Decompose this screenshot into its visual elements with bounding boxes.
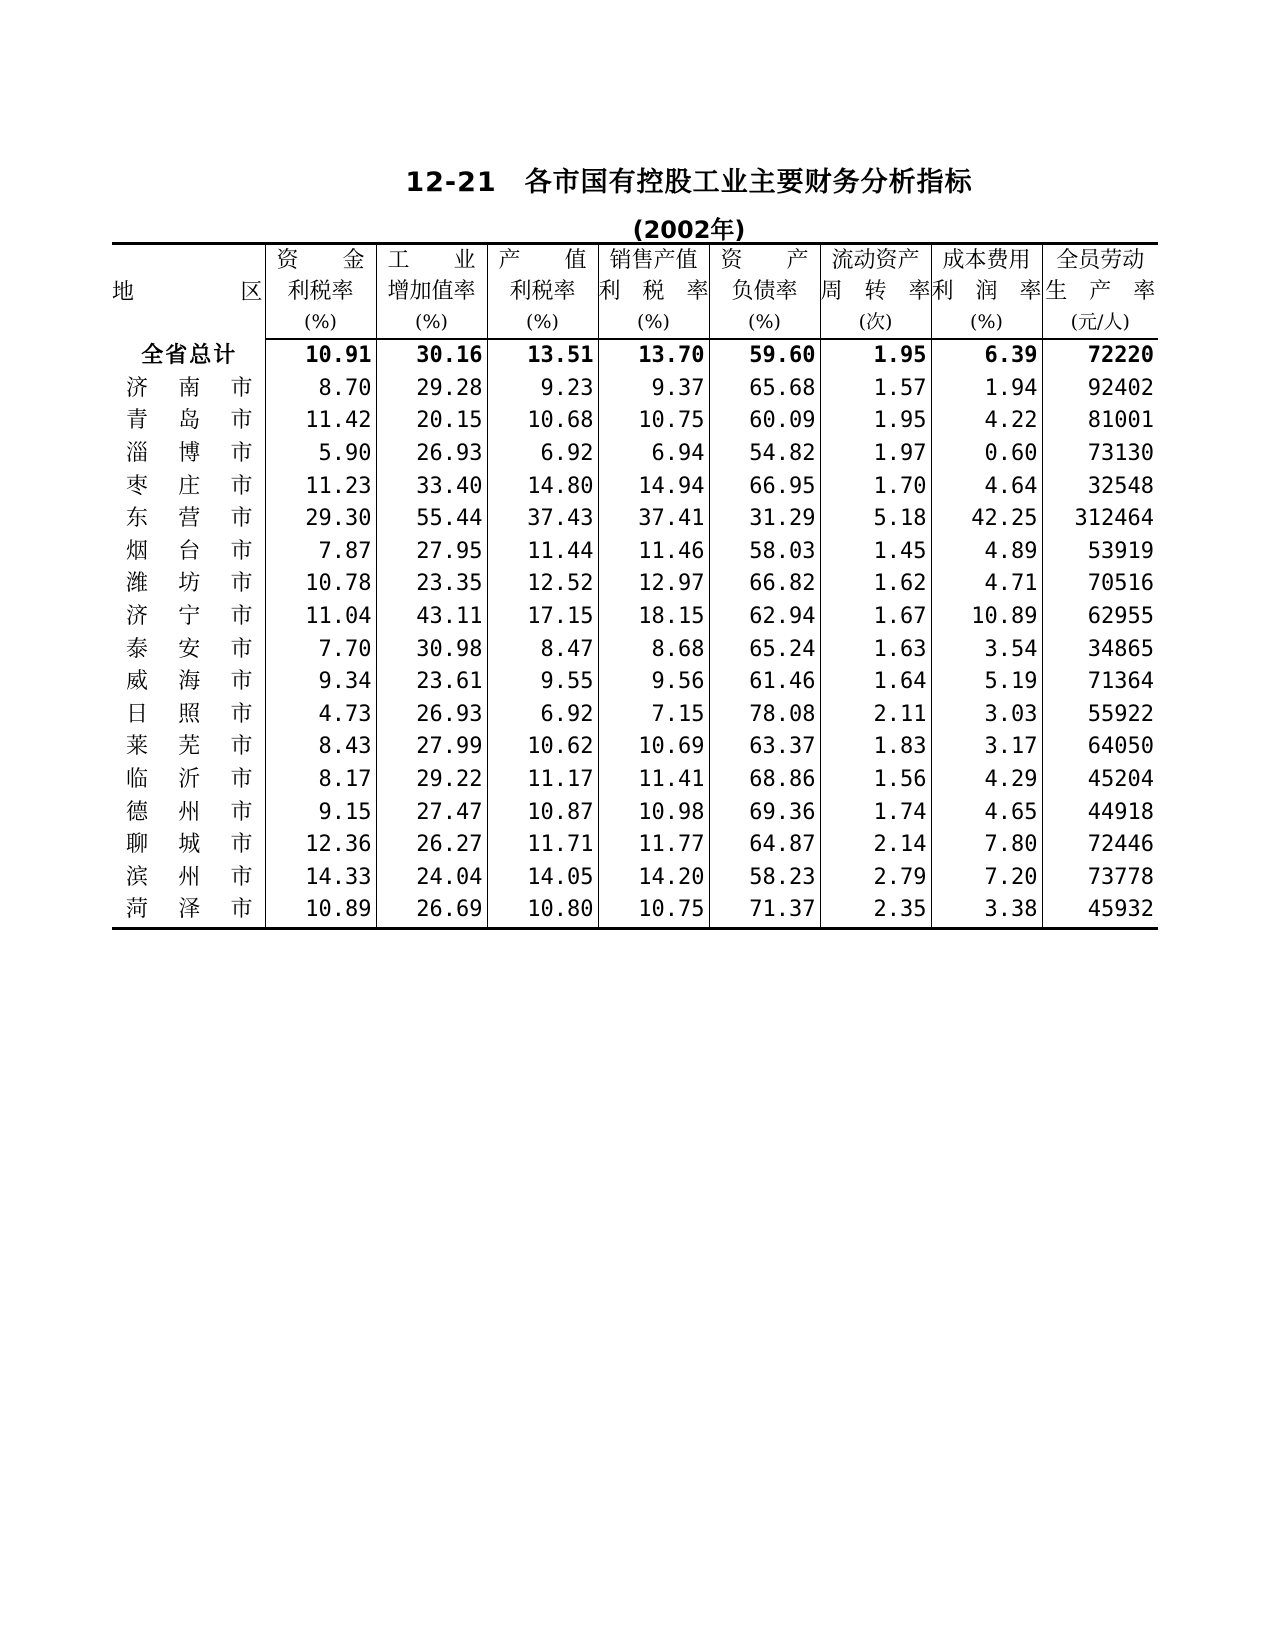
- value-cell: 32548: [1042, 470, 1158, 503]
- value-cell: 9.56: [598, 666, 709, 699]
- value-cell: 65.24: [709, 633, 820, 666]
- value-cell: 11.46: [598, 536, 709, 569]
- value-cell: 2.79: [820, 862, 931, 895]
- region-name-cell: [112, 633, 265, 666]
- table-row: [112, 536, 1158, 569]
- value-cell: 10.78: [265, 568, 376, 601]
- value-cell: 58.03: [709, 536, 820, 569]
- value-cell: 27.99: [376, 731, 487, 764]
- table-row: [112, 373, 1158, 406]
- region-name: 青 岛 市: [126, 408, 253, 434]
- column-header-line2: 利 税 率: [598, 276, 709, 307]
- value-cell: 12.36: [265, 829, 376, 862]
- region-name: 全省总计: [141, 342, 238, 368]
- column-header-line1: 资 金: [265, 244, 376, 277]
- value-cell: 43.11: [376, 601, 487, 634]
- value-cell: 30.98: [376, 633, 487, 666]
- value-cell: 4.65: [931, 796, 1042, 829]
- table-row: [112, 503, 1158, 536]
- table-row: [112, 862, 1158, 895]
- region-name-cell: [112, 438, 265, 471]
- table-row: [112, 568, 1158, 601]
- value-cell: 81001: [1042, 405, 1158, 438]
- value-cell: 92402: [1042, 373, 1158, 406]
- region-name: 威 海 市: [126, 669, 253, 695]
- region-name: 济 南 市: [126, 375, 253, 401]
- value-cell: 0.60: [931, 438, 1042, 471]
- region-name: 济 宁 市: [126, 604, 253, 630]
- region-name-cell: [112, 731, 265, 764]
- column-header-unit: (%): [265, 307, 376, 339]
- value-cell: 8.47: [487, 633, 598, 666]
- value-cell: 64050: [1042, 731, 1158, 764]
- value-cell: 10.69: [598, 731, 709, 764]
- column-header-line2: 生 产 率: [1042, 276, 1158, 307]
- value-cell: 7.70: [265, 633, 376, 666]
- table-title: 12-21 各市国有控股工业主要财务分析指标: [405, 167, 973, 198]
- financial-indicators-table: [112, 242, 1158, 930]
- value-cell: 1.57: [820, 373, 931, 406]
- value-cell: 73778: [1042, 862, 1158, 895]
- value-cell: 54.82: [709, 438, 820, 471]
- region-name: 枣 庄 市: [126, 473, 253, 499]
- value-cell: 65.68: [709, 373, 820, 406]
- value-cell: 37.41: [598, 503, 709, 536]
- value-cell: 30.16: [376, 339, 487, 373]
- value-cell: 7.15: [598, 699, 709, 732]
- column-header-line1: 工 业: [376, 244, 487, 277]
- value-cell: 10.68: [487, 405, 598, 438]
- value-cell: 5.18: [820, 503, 931, 536]
- table-row: [112, 470, 1158, 503]
- column-header-unit: (%): [598, 307, 709, 339]
- value-cell: 17.15: [487, 601, 598, 634]
- value-cell: 29.30: [265, 503, 376, 536]
- value-cell: 18.15: [598, 601, 709, 634]
- value-cell: 4.22: [931, 405, 1042, 438]
- value-cell: 2.35: [820, 894, 931, 928]
- region-name: 聊 城 市: [126, 832, 253, 858]
- value-cell: 4.89: [931, 536, 1042, 569]
- column-header-line1: 销售产值: [598, 244, 709, 277]
- table-row: [112, 699, 1158, 732]
- column-header-line1: 产 值: [487, 244, 598, 277]
- value-cell: 1.45: [820, 536, 931, 569]
- region-name-cell: [112, 536, 265, 569]
- value-cell: 5.19: [931, 666, 1042, 699]
- region-name-cell: [112, 829, 265, 862]
- value-cell: 62955: [1042, 601, 1158, 634]
- value-cell: 26.93: [376, 438, 487, 471]
- value-cell: 11.42: [265, 405, 376, 438]
- region-name: 东 营 市: [126, 506, 253, 532]
- table-body: [112, 339, 1158, 928]
- column-header-unit: (次): [820, 307, 931, 339]
- column-header-unit: (%): [709, 307, 820, 339]
- value-cell: 10.75: [598, 405, 709, 438]
- value-cell: 34865: [1042, 633, 1158, 666]
- value-cell: 66.82: [709, 568, 820, 601]
- value-cell: 1.94: [931, 373, 1042, 406]
- value-cell: 11.44: [487, 536, 598, 569]
- value-cell: 11.77: [598, 829, 709, 862]
- value-cell: 78.08: [709, 699, 820, 732]
- value-cell: 1.95: [820, 339, 931, 373]
- value-cell: 1.64: [820, 666, 931, 699]
- value-cell: 20.15: [376, 405, 487, 438]
- table-row: [112, 796, 1158, 829]
- region-name: 潍 坊 市: [126, 571, 253, 597]
- value-cell: 53919: [1042, 536, 1158, 569]
- region-name: 莱 芜 市: [126, 734, 253, 760]
- column-header-unit: (元/人): [1042, 307, 1158, 339]
- value-cell: 3.03: [931, 699, 1042, 732]
- value-cell: 72220: [1042, 339, 1158, 373]
- region-name: 菏 泽 市: [126, 897, 253, 923]
- value-cell: 27.47: [376, 796, 487, 829]
- value-cell: 312464: [1042, 503, 1158, 536]
- value-cell: 11.71: [487, 829, 598, 862]
- region-name-cell: [112, 470, 265, 503]
- value-cell: 5.90: [265, 438, 376, 471]
- value-cell: 2.11: [820, 699, 931, 732]
- value-cell: 3.54: [931, 633, 1042, 666]
- value-cell: 27.95: [376, 536, 487, 569]
- value-cell: 71.37: [709, 894, 820, 928]
- region-name-cell: [112, 373, 265, 406]
- value-cell: 31.29: [709, 503, 820, 536]
- region-name: 滨 州 市: [126, 864, 253, 890]
- value-cell: 55922: [1042, 699, 1158, 732]
- column-header-unit: (%): [376, 307, 487, 339]
- column-header-line2: 利税率: [265, 276, 376, 307]
- value-cell: 1.56: [820, 764, 931, 797]
- value-cell: 44918: [1042, 796, 1158, 829]
- value-cell: 63.37: [709, 731, 820, 764]
- value-cell: 11.23: [265, 470, 376, 503]
- region-column-header: [112, 244, 265, 340]
- table-header: [112, 244, 1158, 340]
- column-header-line1: 资 产: [709, 244, 820, 277]
- table-row: [112, 764, 1158, 797]
- value-cell: 26.27: [376, 829, 487, 862]
- region-name: 泰 安 市: [126, 636, 253, 662]
- value-cell: 11.41: [598, 764, 709, 797]
- value-cell: 12.97: [598, 568, 709, 601]
- region-name-cell: [112, 862, 265, 895]
- value-cell: 1.83: [820, 731, 931, 764]
- value-cell: 10.91: [265, 339, 376, 373]
- region-name: 德 州 市: [126, 799, 253, 825]
- value-cell: 33.40: [376, 470, 487, 503]
- value-cell: 1.67: [820, 601, 931, 634]
- value-cell: 1.95: [820, 405, 931, 438]
- value-cell: 59.60: [709, 339, 820, 373]
- region-name-cell: [112, 796, 265, 829]
- region-name: 淄 博 市: [126, 441, 253, 467]
- value-cell: 1.97: [820, 438, 931, 471]
- value-cell: 9.55: [487, 666, 598, 699]
- table-row: [112, 405, 1158, 438]
- column-header-line2: 利 润 率: [931, 276, 1042, 307]
- value-cell: 72446: [1042, 829, 1158, 862]
- value-cell: 10.89: [931, 601, 1042, 634]
- value-cell: 42.25: [931, 503, 1042, 536]
- value-cell: 10.75: [598, 894, 709, 928]
- value-cell: 6.39: [931, 339, 1042, 373]
- column-header-line2: 利税率: [487, 276, 598, 307]
- value-cell: 45204: [1042, 764, 1158, 797]
- region-name-cell: [112, 894, 265, 928]
- value-cell: 8.43: [265, 731, 376, 764]
- value-cell: 9.34: [265, 666, 376, 699]
- value-cell: 29.28: [376, 373, 487, 406]
- value-cell: 3.17: [931, 731, 1042, 764]
- value-cell: 9.37: [598, 373, 709, 406]
- table-row: [112, 894, 1158, 928]
- value-cell: 1.62: [820, 568, 931, 601]
- table-row: [112, 666, 1158, 699]
- value-cell: 69.36: [709, 796, 820, 829]
- value-cell: 2.14: [820, 829, 931, 862]
- region-name: 烟 台 市: [126, 538, 253, 564]
- value-cell: 11.04: [265, 601, 376, 634]
- region-name-cell: [112, 405, 265, 438]
- value-cell: 73130: [1042, 438, 1158, 471]
- column-header-line1: 流动资产: [820, 244, 931, 277]
- value-cell: 12.52: [487, 568, 598, 601]
- value-cell: 45932: [1042, 894, 1158, 928]
- table-row: [112, 829, 1158, 862]
- table-row-total: [112, 339, 1158, 373]
- value-cell: 14.94: [598, 470, 709, 503]
- column-header-line2: 增加值率: [376, 276, 487, 307]
- value-cell: 7.20: [931, 862, 1042, 895]
- table-row: [112, 438, 1158, 471]
- table-row: [112, 731, 1158, 764]
- region-name-cell: [112, 666, 265, 699]
- value-cell: 1.63: [820, 633, 931, 666]
- column-header-unit: (%): [487, 307, 598, 339]
- value-cell: 66.95: [709, 470, 820, 503]
- value-cell: 7.87: [265, 536, 376, 569]
- value-cell: 58.23: [709, 862, 820, 895]
- table-subtitle-year: (2002年): [632, 216, 746, 244]
- value-cell: 37.43: [487, 503, 598, 536]
- region-name-cell: [112, 601, 265, 634]
- value-cell: 14.80: [487, 470, 598, 503]
- value-cell: 8.68: [598, 633, 709, 666]
- value-cell: 4.73: [265, 699, 376, 732]
- value-cell: 10.80: [487, 894, 598, 928]
- value-cell: 24.04: [376, 862, 487, 895]
- value-cell: 10.98: [598, 796, 709, 829]
- value-cell: 60.09: [709, 405, 820, 438]
- value-cell: 29.22: [376, 764, 487, 797]
- value-cell: 1.70: [820, 470, 931, 503]
- table-row: [112, 601, 1158, 634]
- value-cell: 13.51: [487, 339, 598, 373]
- value-cell: 23.61: [376, 666, 487, 699]
- value-cell: 10.62: [487, 731, 598, 764]
- column-header-line1: 成本费用: [931, 244, 1042, 277]
- value-cell: 61.46: [709, 666, 820, 699]
- table-row: [112, 633, 1158, 666]
- value-cell: 9.23: [487, 373, 598, 406]
- value-cell: 4.71: [931, 568, 1042, 601]
- column-header-line2: 负债率: [709, 276, 820, 307]
- value-cell: 10.87: [487, 796, 598, 829]
- region-name-cell: [112, 503, 265, 536]
- value-cell: 26.93: [376, 699, 487, 732]
- value-cell: 8.17: [265, 764, 376, 797]
- value-cell: 13.70: [598, 339, 709, 373]
- region-name-cell: [112, 699, 265, 732]
- value-cell: 4.29: [931, 764, 1042, 797]
- value-cell: 64.87: [709, 829, 820, 862]
- value-cell: 6.94: [598, 438, 709, 471]
- column-header-unit: (%): [931, 307, 1042, 339]
- value-cell: 1.74: [820, 796, 931, 829]
- value-cell: 3.38: [931, 894, 1042, 928]
- value-cell: 8.70: [265, 373, 376, 406]
- region-name: 日 照 市: [126, 701, 253, 727]
- value-cell: 10.89: [265, 894, 376, 928]
- column-header-line1: 全员劳动: [1042, 244, 1158, 277]
- value-cell: 6.92: [487, 438, 598, 471]
- region-name-cell: [112, 339, 265, 373]
- value-cell: 7.80: [931, 829, 1042, 862]
- value-cell: 6.92: [487, 699, 598, 732]
- value-cell: 14.20: [598, 862, 709, 895]
- value-cell: 71364: [1042, 666, 1158, 699]
- value-cell: 26.69: [376, 894, 487, 928]
- region-name-cell: [112, 764, 265, 797]
- value-cell: 70516: [1042, 568, 1158, 601]
- value-cell: 11.17: [487, 764, 598, 797]
- value-cell: 4.64: [931, 470, 1042, 503]
- value-cell: 9.15: [265, 796, 376, 829]
- region-name-cell: [112, 568, 265, 601]
- column-header-line2: 周 转 率: [820, 276, 931, 307]
- value-cell: 68.86: [709, 764, 820, 797]
- region-name: 临 沂 市: [126, 767, 253, 793]
- region-header-label: 地 区: [112, 279, 263, 305]
- value-cell: 14.05: [487, 862, 598, 895]
- value-cell: 55.44: [376, 503, 487, 536]
- value-cell: 62.94: [709, 601, 820, 634]
- value-cell: 14.33: [265, 862, 376, 895]
- value-cell: 23.35: [376, 568, 487, 601]
